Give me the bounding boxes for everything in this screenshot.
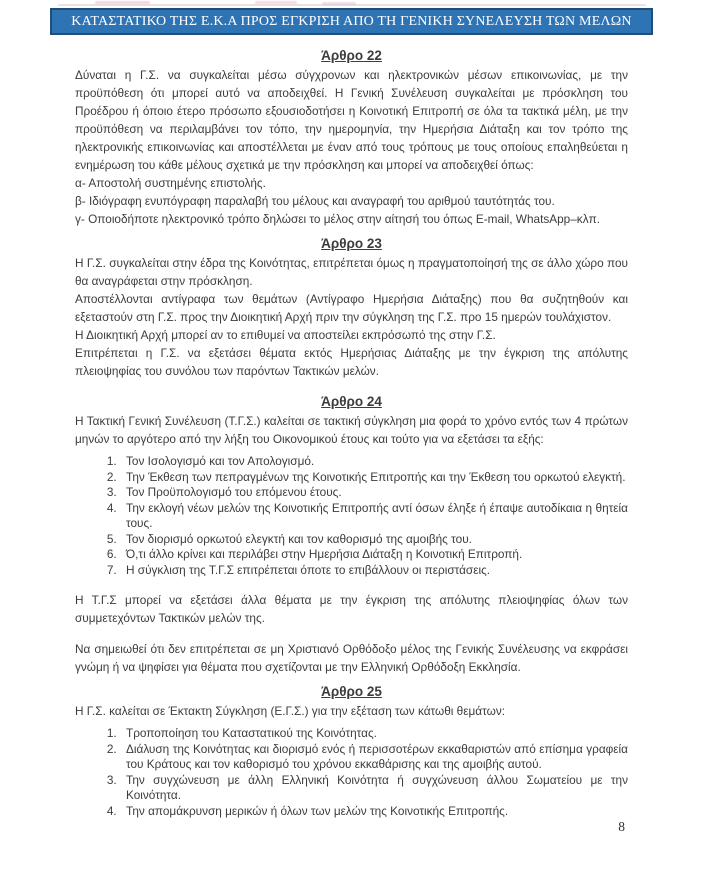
- article-24-closing-paragraph: Να σημειωθεί ότι δεν επιτρέπεται σε μη Χριστιανό Ορθόδοξο μέλος της Γενικής Συνέλευσης να εκφράσει γνώμη ή να ψηφίσει για θέματα που σχετίζονται με την Ελληνική Ορθόδοξη Εκκλησία.: [75, 642, 628, 674]
- article-title-23: Άρθρο 23: [321, 236, 382, 251]
- scan-artifact: [95, 1, 150, 4]
- article-25-numbered-list: [75, 726, 628, 819]
- article-24-closing-paragraph: Η Τ.Γ.Σ μπορεί να εξετάσει άλλα θέματα με την έγκριση της απόλυτης πλειοψηφίας όλων των συμμετεχόντων Τακτικών μελών της.: [75, 593, 628, 625]
- list-item: 6. Ό,τι άλλο κρίνει και περιλάβει στην Ημερήσια Διάταξη η Κοινοτική Επιτροπή.: [120, 547, 628, 563]
- list-item: 3. Τον Προϋπολογισμό του επόμενου έτους.: [120, 485, 628, 501]
- article-title-25: Άρθρο 25: [321, 684, 382, 699]
- article-title-24: Άρθρο 24: [321, 394, 382, 409]
- list-item: 4. Την απομάκρυνση μερικών ή όλων των μελών της Κοινοτικής Επιτροπής.: [120, 804, 628, 820]
- article-23-paragraph: Η Γ.Σ. συγκαλείται στην έδρα της Κοινότητας, επιτρέπεται όμως η πραγματοποίησή της σε άλλο χώρο που θα αναγράφεται στην πρόσκληση.: [75, 256, 628, 288]
- scan-artifact: [58, 4, 646, 6]
- list-item: 3. Την συγχώνευση με άλλη Ελληνική Κοινότητα ή συγχώνευση άλλου Σωματείου με την Κοινότητα.: [120, 773, 628, 804]
- article-24-numbered-list: [75, 454, 628, 578]
- list-item: 1. Τροποποίηση του Καταστατικού της Κοινότητας.: [120, 726, 628, 742]
- lettered-item-a: α- Αποστολή συστημένης επιστολής.: [75, 176, 266, 190]
- scan-artifact: [255, 1, 297, 4]
- lettered-item-b: β- Ιδιόγραφη ενυπόγραφη παραλαβή του μέλους και αναγραφή του αριθμού ταυτότητάς του.: [75, 194, 555, 208]
- list-item: 1. Τον Ισολογισμό και τον Απολογισμό.: [120, 454, 628, 470]
- page-number: 8: [618, 819, 625, 834]
- document-title: ΚΑΤΑΣΤΑΤΙΚΟ ΤΗΣ Ε.Κ.Α ΠΡΟΣ ΕΓΚΡΙΣΗ ΑΠΟ ΤΗ ΓΕΝΙΚΗ ΣΥΝΕΛΕΥΣΗ ΤΩΝ ΜΕΛΩΝ: [71, 13, 632, 29]
- article-23-paragraph: Αποστέλλονται αντίγραφα των θεμάτων (Αντίγραφο Ημερήσια Διάταξης) που θα συζητηθούν και εξεταστούν στη Γ.Σ. προς την Διοικητική Αρχή πριν την σύγκληση της Γ.Σ. προ 15 ημερών τουλάχιστον.: [75, 292, 628, 324]
- list-item: 5. Τον διορισμό ορκωτού ελεγκτή και τον καθορισμό της αμοιβής του.: [120, 532, 628, 548]
- article-23-paragraph: Επιτρέπεται η Γ.Σ. να εξετάσει θέματα εκτός Ημερήσιας Διάταξης με την έγκριση της απόλυτης πλειοψηφίας του συνόλου των παρόντων Τακτικών μελών.: [75, 346, 628, 378]
- article-24-intro: Η Τακτική Γενική Συνέλευση (Τ.Γ.Σ.) καλείται σε τακτική σύγκληση μια φορά το χρόνο εντός των 4 πρώτων μηνών το αργότερο από την λήξη του Οικονομικού έτους και τούτο για να εξετάσει τα εξής:: [75, 414, 628, 446]
- document-body: [75, 40, 628, 819]
- document-title-banner: [50, 8, 653, 35]
- list-item: 4. Την εκλογή νέων μελών της Κοινοτικής Επιτροπής αντί όσων έληξε ή έπαψε αυτοδίκαια η θητεία τους.: [120, 501, 628, 532]
- lettered-item-c: γ- Οποιοδήποτε ηλεκτρονικό τρόπο δηλώσει το μέλος στην αίτησή του όπως E-mail, WhatsApp–κλπ.: [75, 212, 601, 226]
- list-item: 2. Την Έκθεση των πεπραγμένων της Κοινοτικής Επιτροπής και την Έκθεση του ορκωτού ελεγκτή.: [120, 470, 628, 486]
- article-23-paragraph: Η Διοικητική Αρχή μπορεί αν το επιθυμεί να αποστείλει εκπρόσωπό της στην Γ.Σ.: [75, 328, 496, 342]
- article-22-paragraph: Δύναται η Γ.Σ. να συγκαλείται μέσω σύγχρονων και ηλεκτρονικών μέσων επικοινωνίας, με την προϋπόθεση ότι μπορεί αυτό να αποδειχθεί. Η Γενική Συνέλευση συγκαλείται με πρόσκληση του Προέδρου ή όποιο έτερο πρόσωπο εξουσιοδοτήσει η Κοινοτική Επιτροπή σε όλα τα τακτικά μέλη, με την προϋπόθεση να περιλαμβάνει τον τόπο, την ημερομηνία, την Ημερήσια Διάταξη και τον τρόπο της ηλεκτρονικής επικοινωνίας και αποστέλλεται με έναν από τους τρόπους με τους οποίους επαληθεύεται η ενημέρωση του κάθε μέλους σχετικά με την πρόσκληση και μπορεί να αποδειχθεί όπως:: [75, 68, 628, 172]
- article-title-22: Άρθρο 22: [321, 48, 382, 63]
- list-item: 7. Η σύγκλιση της Τ.Γ.Σ επιτρέπεται όποτε το επιβάλλουν οι περιστάσεις.: [120, 563, 628, 579]
- list-item: 2. Διάλυση της Κοινότητας και διορισμό ενός ή περισσοτέρων εκκαθαριστών από επίσημα γραφεία του Κράτους και τον καθορισμό του χρόνου εκκαθάρισης και της αμοιβής αυτού.: [120, 742, 628, 773]
- scan-artifact: [322, 2, 356, 5]
- article-25-intro: Η Γ.Σ. καλείται σε Έκτακτη Σύγκληση (Ε.Γ.Σ.) για την εξέταση των κάτωθι θεμάτων:: [75, 704, 505, 718]
